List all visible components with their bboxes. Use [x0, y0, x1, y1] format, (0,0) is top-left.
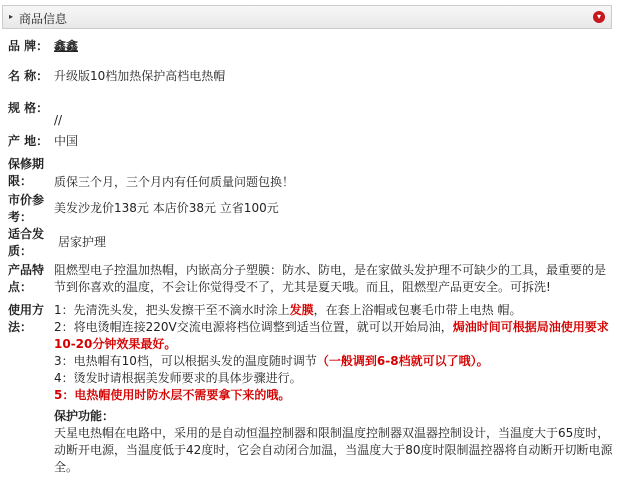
spec-label: 规 格： — [8, 101, 49, 115]
usage-step-1-text-c: ，在套上浴帽或包裹毛巾带上电热 帽。 — [313, 303, 522, 317]
triangle-right-icon: ▸ — [9, 12, 14, 21]
product-info-header[interactable] — [2, 5, 612, 29]
origin-label: 产 地： — [8, 134, 49, 148]
usage-step-2-continued: 10-20分钟效果最好。 — [54, 337, 177, 351]
usage-step-3-highlight: （一般调到6-8档就可以了哦）。 — [316, 354, 489, 368]
protection-text — [54, 408, 613, 476]
usage-step-1 — [54, 302, 609, 319]
usage-label: 使用方法： — [8, 303, 45, 334]
protection-line-3: 全。 — [54, 460, 79, 474]
name-value: 升级版10档加热保护高档电热帽 — [54, 69, 226, 83]
collapse-toggle-icon[interactable]: ▾ — [593, 11, 605, 23]
usage-step-3-text-a: 3：电热帽有10档，可以根据头发的温度随时调节 — [54, 354, 317, 368]
usage-step-1-highlight: 发膜 — [289, 303, 314, 317]
warranty-label: 保修期限： — [8, 157, 45, 188]
feature-line-1: 阻燃型电子控温加热帽，内嵌高分子塑膜：防水、防电，是在家做头发护理不可缺少的工具，最重要的是 — [54, 263, 607, 277]
feature-line-2: 节到你喜欢的温度，不会让你觉得受不了，尤其是夏天哦。而且，阻燃型产品更安全。可拆洗! — [54, 280, 551, 294]
price-label: 市价参考： — [8, 193, 45, 224]
brand-link[interactable]: 鑫鑫 — [54, 39, 79, 53]
usage-step-2 — [54, 319, 609, 336]
usage-step-5-highlight: 电热帽使用时防水层不需要拿下来的哦。 — [74, 388, 291, 402]
feature-label: 产品特点： — [8, 263, 45, 294]
protection-line-1: 天星电热帽在电路中，采用的是自动恒温控制器和限制温度控制器双温器控制设计，当温度大于65度时， — [54, 426, 610, 440]
usage-step-1-text-a: 1：先清洗头发，把头发擦干至不滴水时涂上 — [54, 303, 290, 317]
protection-line-2: 动断开电源，当温度低于42度时，它会自动闭合加温，当温度大于80度时限制温控器将自动断开切断电源 — [54, 443, 613, 457]
spec-value: // — [54, 113, 63, 127]
name-label: 名 称： — [8, 69, 49, 83]
brand-label: 品 牌： — [8, 39, 49, 53]
usage-steps — [54, 302, 609, 404]
scope-value: 居家护理 — [58, 235, 107, 249]
warranty-value: 质保三个月，三个月内有任何质量问题包换！ — [54, 175, 295, 189]
usage-step-3 — [54, 353, 609, 370]
usage-step-5-number: 5： — [54, 388, 75, 402]
usage-step-2-highlight: 焗油时间可根据局油使用要求 — [452, 320, 609, 334]
price-value: 美发沙龙价138元 本店价38元 立省100元 — [54, 201, 279, 215]
scope-label: 适合发质： — [8, 227, 45, 258]
usage-step-5 — [54, 387, 609, 404]
origin-value: 中国 — [54, 134, 79, 148]
usage-step-4: 4：烫发时请根据美发师要求的具体步骤进行。 — [54, 371, 302, 385]
feature-text — [54, 262, 606, 296]
usage-step-2-text-a: 2：将电烫帽连接220V交流电源将档位调整到适当位置，就可以开始局油， — [54, 320, 453, 334]
header-title: 商品信息 — [19, 12, 68, 26]
protection-title: 保护功能： — [54, 409, 115, 423]
